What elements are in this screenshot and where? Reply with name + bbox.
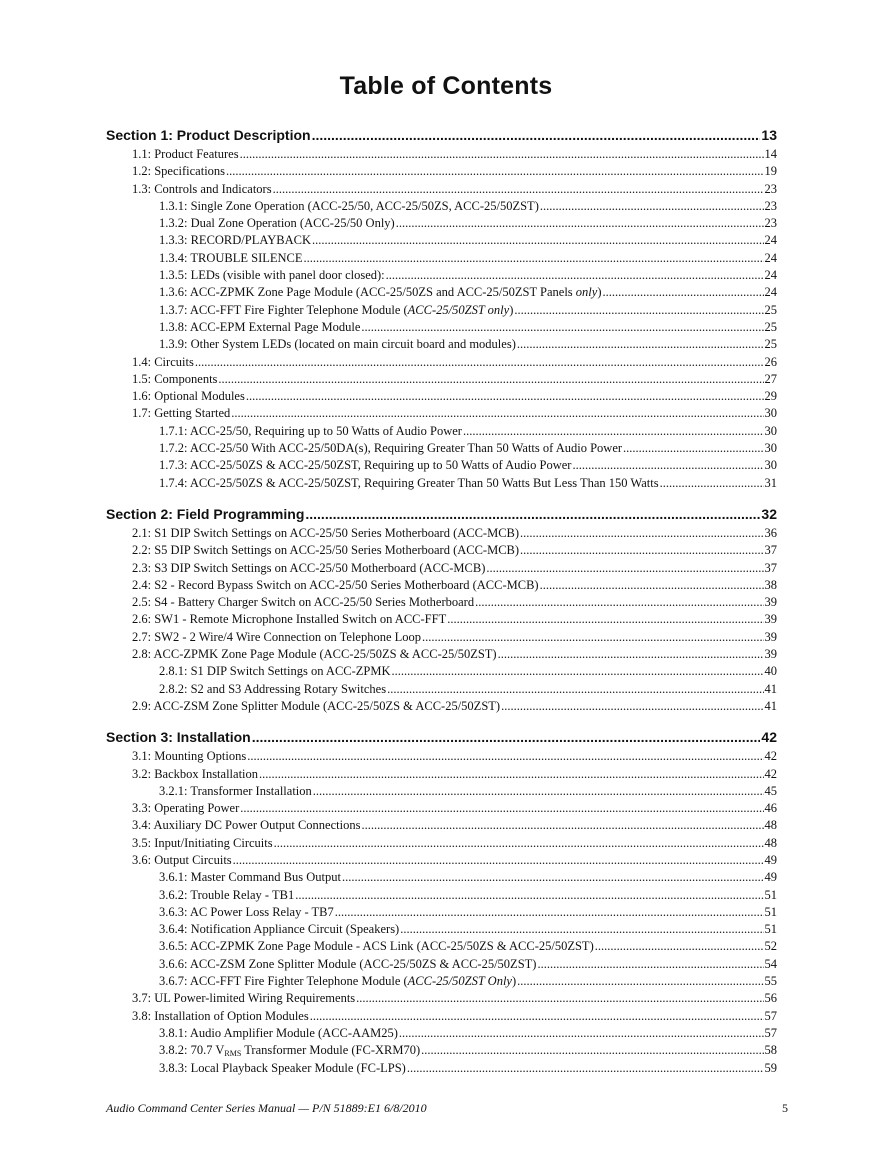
toc-dot-leader xyxy=(572,457,763,474)
toc-entry[interactable] xyxy=(0,611,892,628)
toc-entry[interactable] xyxy=(0,973,892,990)
toc-entry-title xyxy=(159,284,602,301)
toc-entry-title xyxy=(159,423,462,440)
toc-entry-page: 51 xyxy=(764,904,777,919)
toc-entry-label: 1.3.2: Dual Zone Operation (ACC-25/50 Only) xyxy=(159,216,395,231)
section-spacer xyxy=(0,715,892,726)
toc-entry-title xyxy=(159,475,659,492)
toc-entry-label: 1.3.9: Other System LEDs (located on main circuit board and modules) xyxy=(159,337,516,352)
toc-dot-leader xyxy=(305,503,760,524)
toc-dot-leader xyxy=(240,800,763,817)
toc-dot-leader xyxy=(537,956,763,973)
toc-entry-page: 38 xyxy=(764,577,777,592)
toc-dot-leader xyxy=(447,611,763,628)
toc-entry-title xyxy=(132,611,446,628)
toc-entry-label: 3.8.2: 70.7 V xyxy=(159,1043,225,1058)
toc-dot-leader xyxy=(486,560,763,577)
toc-entry-page: 40 xyxy=(764,664,777,679)
toc-entry-label: 3.6.5: ACC-ZPMK Zone Page Module - ACS Link (ACC-25/50ZS & ACC-25/50ZST) xyxy=(159,939,594,954)
footer-page-number: 5 xyxy=(782,1101,788,1115)
toc-dot-leader xyxy=(475,594,763,611)
toc-entry[interactable] xyxy=(0,250,892,267)
toc-entry-label: 1.7.3: ACC-25/50ZS & ACC-25/50ZST, Requiring up to 50 Watts of Audio Power xyxy=(159,458,572,473)
toc-entry-page: 39 xyxy=(764,629,777,644)
toc-entry-label: 1.7.1: ACC-25/50, Requiring up to 50 Watts of Audio Power xyxy=(159,423,462,438)
toc-entry-title xyxy=(132,181,272,198)
toc-entry[interactable] xyxy=(0,938,892,955)
toc-entry-title xyxy=(159,1025,398,1042)
toc-entry-title xyxy=(132,698,500,715)
toc-entry-title xyxy=(132,146,239,163)
toc-entry-title xyxy=(132,1008,309,1025)
toc-entry[interactable] xyxy=(0,525,892,542)
toc-entry[interactable] xyxy=(0,405,892,422)
toc-entry[interactable] xyxy=(0,766,892,783)
toc-entry[interactable] xyxy=(0,1060,892,1077)
toc-entry[interactable] xyxy=(0,198,892,215)
section-spacer xyxy=(0,492,892,503)
toc-dot-leader xyxy=(240,146,764,163)
toc-section-page: 42 xyxy=(761,729,777,746)
toc-entry-title xyxy=(159,198,539,215)
toc-dot-leader xyxy=(603,284,764,301)
toc-entry-page: 23 xyxy=(764,198,777,213)
toc-entry[interactable] xyxy=(0,1042,892,1059)
toc-entry-title xyxy=(159,956,536,973)
toc-entry-page: 37 xyxy=(764,560,777,575)
toc-entry-label: 3.8.1: Audio Amplifier Module (ACC-AAM25) xyxy=(159,1025,398,1040)
toc-dot-leader xyxy=(520,542,763,559)
toc-entry-label: 2.8.1: S1 DIP Switch Settings on ACC-ZPMK xyxy=(159,664,391,679)
toc-dot-leader xyxy=(386,267,764,284)
toc-entry-page: 45 xyxy=(764,783,777,798)
toc-entry-page: 49 xyxy=(764,852,777,867)
toc-entry-title xyxy=(132,163,225,180)
toc-entry[interactable] xyxy=(0,852,892,869)
toc-dot-leader xyxy=(660,475,764,492)
toc-entry-title xyxy=(132,388,245,405)
toc-entry-page: 25 xyxy=(764,337,777,352)
toc-entry[interactable] xyxy=(0,663,892,680)
toc-entry-page: 26 xyxy=(764,354,777,369)
toc-dot-leader xyxy=(399,1025,764,1042)
toc-entry[interactable] xyxy=(0,371,892,388)
toc-entry-title xyxy=(159,921,399,938)
toc-dot-leader xyxy=(517,973,763,990)
toc-dot-leader xyxy=(396,215,764,232)
toc-dot-leader xyxy=(312,232,764,249)
toc-dot-leader xyxy=(540,198,764,215)
toc-entry-title xyxy=(132,560,485,577)
footer-document-info: Audio Command Center Series Manual — P/N 51889:E1 6/8/2010 xyxy=(106,1101,427,1115)
toc-entry[interactable] xyxy=(0,1008,892,1025)
toc-entry-title xyxy=(132,990,355,1007)
toc-entry-title xyxy=(159,302,513,319)
toc-entry-page: 41 xyxy=(764,698,777,713)
toc-entry[interactable] xyxy=(0,457,892,474)
toc-entry[interactable] xyxy=(0,388,892,405)
toc-entry-label: 2.8.2: S2 and S3 Addressing Rotary Switches xyxy=(159,681,387,696)
toc-entry-title xyxy=(159,783,312,800)
toc-entry-title xyxy=(132,800,239,817)
toc-section-label: Section 3: Installation xyxy=(106,729,251,746)
toc-entry-page: 29 xyxy=(764,389,777,404)
toc-dot-leader xyxy=(335,904,764,921)
toc-dot-leader xyxy=(313,783,764,800)
toc-entry-title xyxy=(132,817,360,834)
toc-entry-page: 48 xyxy=(764,835,777,850)
toc-entry-page: 23 xyxy=(764,181,777,196)
toc-entry-label: 1.3.6: ACC-ZPMK Zone Page Module (ACC-25/50ZS and ACC-25/50ZST Panels xyxy=(159,285,576,300)
toc-dot-leader xyxy=(295,887,763,904)
toc-dot-leader xyxy=(514,302,763,319)
toc-entry-page: 48 xyxy=(764,818,777,833)
toc-entry-title xyxy=(132,594,474,611)
toc-entry-title xyxy=(159,319,360,336)
toc-entry[interactable] xyxy=(0,904,892,921)
toc-entry-label: 1.1: Product Features xyxy=(132,147,239,161)
toc-entry-label: 3.8: Installation of Option Modules xyxy=(132,1008,309,1023)
toc-entry-label: 2.2: S5 DIP Switch Settings on ACC-25/50 Series Motherboard (ACC-MCB) xyxy=(132,543,520,558)
toc-entry-label: 1.3.8: ACC-EPM External Page Module xyxy=(159,319,361,334)
toc-entry-title xyxy=(132,371,217,388)
toc-entry-italic: ACC-25/50ZST Only xyxy=(407,974,512,989)
toc-entry[interactable] xyxy=(0,887,892,904)
toc-entry-label: 3.6.7: ACC-FFT Fire Fighter Telephone Module ( xyxy=(159,974,408,989)
toc-entry[interactable] xyxy=(0,681,892,698)
toc-entry-label-end: ) xyxy=(509,302,514,317)
toc-entry-label: 2.7: SW2 - 2 Wire/4 Wire Connection on Telephone Loop xyxy=(132,629,422,644)
toc-entry-page: 24 xyxy=(764,268,777,283)
toc-entry[interactable] xyxy=(0,423,892,440)
toc-entry-label: 3.2.1: Transformer Installation xyxy=(159,783,312,798)
toc-entry-italic: ACC-25/50ZST only xyxy=(407,302,510,317)
toc-dot-leader xyxy=(463,423,764,440)
toc-entry-label: 3.4: Auxiliary DC Power Output Connections xyxy=(132,818,361,833)
toc-entry-page: 36 xyxy=(764,525,777,540)
toc-entry-label: 2.8: ACC-ZPMK Zone Page Module (ACC-25/50ZS & ACC-25/50ZST) xyxy=(132,647,497,662)
toc-entry-label: 1.3.4: TROUBLE SILENCE xyxy=(159,250,303,265)
toc-entry[interactable] xyxy=(0,440,892,457)
toc-dot-leader xyxy=(623,440,763,457)
toc-entry-label: 1.7.4: ACC-25/50ZS & ACC-25/50ZST, Requiring Greater Than 50 Watts But Less Than 150 Watts xyxy=(159,475,659,490)
toc-entry[interactable] xyxy=(0,594,892,611)
toc-entry-page: 14 xyxy=(764,147,777,161)
toc-entry[interactable] xyxy=(0,163,892,180)
toc-entry-title xyxy=(159,440,622,457)
toc-entry-page: 46 xyxy=(764,801,777,816)
toc-entry[interactable] xyxy=(0,284,892,301)
toc-dot-leader xyxy=(422,629,763,646)
toc-entry-page: 59 xyxy=(764,1060,777,1075)
toc-entry-page: 41 xyxy=(764,681,777,696)
toc-entry-page: 25 xyxy=(764,302,777,317)
toc-section-label: Section 1: Product Description xyxy=(106,127,311,143)
toc-entry-title xyxy=(159,663,391,680)
toc-entry-page: 51 xyxy=(764,887,777,902)
toc-entry-label: 2.1: S1 DIP Switch Settings on ACC-25/50 Series Motherboard (ACC-MCB) xyxy=(132,525,520,540)
toc-dot-leader xyxy=(421,1042,763,1059)
toc-entry-label: 3.6.2: Trouble Relay - TB1 xyxy=(159,887,295,902)
toc-entry-page: 27 xyxy=(764,371,777,386)
toc-dot-leader xyxy=(218,371,763,388)
toc-entry-page: 56 xyxy=(764,991,777,1006)
toc-entry-page: 31 xyxy=(764,475,777,490)
toc-dot-leader xyxy=(400,921,763,938)
toc-entry-label: 3.2: Backbox Installation xyxy=(132,766,259,781)
toc-entry[interactable] xyxy=(0,475,892,492)
toc-dot-leader xyxy=(304,250,764,267)
toc-entry[interactable] xyxy=(0,302,892,319)
toc-entry-label: 1.5: Components xyxy=(132,371,218,386)
toc-entry[interactable] xyxy=(0,869,892,886)
toc-entry-page: 55 xyxy=(764,974,777,989)
toc-entry[interactable] xyxy=(0,990,892,1007)
toc-entry-label: 2.4: S2 - Record Bypass Switch on ACC-25/50 Series Motherboard (ACC-MCB) xyxy=(132,577,539,592)
toc-entry-label: 1.3.3: RECORD/PLAYBACK xyxy=(159,233,311,248)
toc-entry-label-end: ) xyxy=(597,285,602,300)
toc-dot-leader xyxy=(273,181,764,198)
toc-entry-label: 3.7: UL Power-limited Wiring Requirements xyxy=(132,991,356,1006)
toc-entry-label: 3.6: Output Circuits xyxy=(132,852,232,867)
toc-entry-page: 39 xyxy=(764,595,777,610)
toc-entry-label: 3.6.1: Master Command Bus Output xyxy=(159,870,341,885)
toc-entry-label-end: ) xyxy=(511,974,517,989)
toc-dot-leader xyxy=(246,388,764,405)
toc-entry-title xyxy=(132,766,258,783)
toc-dot-leader xyxy=(252,726,761,747)
toc-dot-leader xyxy=(498,646,764,663)
toc-entry[interactable] xyxy=(0,577,892,594)
toc-entry[interactable] xyxy=(0,646,892,663)
toc-dot-leader xyxy=(226,163,763,180)
toc-entry-title xyxy=(159,336,516,353)
toc-entry[interactable] xyxy=(0,835,892,852)
toc-dot-leader xyxy=(595,938,764,955)
toc-entry-label: 3.1: Mounting Options xyxy=(132,749,247,764)
toc-entry[interactable] xyxy=(0,354,892,371)
toc-entry-title xyxy=(132,646,497,663)
toc-entry-title xyxy=(132,852,232,869)
toc-entry-title xyxy=(132,542,519,559)
toc-dot-leader xyxy=(231,405,763,422)
toc-entry-page: 30 xyxy=(764,423,777,438)
toc-entry-page: 19 xyxy=(764,164,777,179)
toc-entry-title xyxy=(132,748,246,765)
toc-entry-title xyxy=(159,904,334,921)
toc-entry-page: 24 xyxy=(764,250,777,265)
toc-entry[interactable] xyxy=(0,215,892,232)
toc-entry-title xyxy=(132,835,273,852)
toc-entry-page: 51 xyxy=(764,922,777,937)
toc-entry-title xyxy=(132,629,421,646)
toc-entry-label: 3.5: Input/Initiating Circuits xyxy=(132,835,273,850)
toc-dot-leader xyxy=(361,817,763,834)
toc-entry[interactable] xyxy=(0,336,892,353)
toc-entry-label-end: Transformer Module (FC-XRM70) xyxy=(241,1043,421,1058)
toc-dot-leader xyxy=(195,354,764,371)
toc-section-heading[interactable] xyxy=(0,503,892,525)
toc-entry[interactable] xyxy=(0,542,892,559)
toc-entry-page: 23 xyxy=(764,216,777,231)
toc-entry[interactable] xyxy=(0,698,892,715)
toc-entry-label: 3.6.3: AC Power Loss Relay - TB7 xyxy=(159,904,334,919)
toc-section-heading[interactable] xyxy=(0,726,892,748)
toc-dot-leader xyxy=(407,1060,764,1077)
page-footer xyxy=(106,1101,788,1116)
toc-entry-page: 37 xyxy=(764,543,777,558)
toc-dot-leader xyxy=(517,336,764,353)
toc-entry-page: 58 xyxy=(764,1043,777,1058)
toc-dot-leader xyxy=(361,319,763,336)
toc-entry-label: 2.9: ACC-ZSM Zone Splitter Module (ACC-25/50ZS & ACC-25/50ZST) xyxy=(132,698,501,713)
toc-entry-page: 30 xyxy=(764,406,777,421)
toc-entry[interactable] xyxy=(0,629,892,646)
toc-entry-title xyxy=(159,1060,406,1077)
toc-entry-page: 24 xyxy=(764,285,777,300)
toc-section-label: Section 2: Field Programming xyxy=(106,505,305,522)
toc-entry-page: 42 xyxy=(764,749,777,764)
toc-section-page: 13 xyxy=(761,127,777,143)
toc-entry-title xyxy=(159,887,294,904)
toc-entry[interactable] xyxy=(0,560,892,577)
toc-entry[interactable] xyxy=(0,232,892,249)
toc-entry-title xyxy=(159,973,516,990)
toc-dot-leader xyxy=(259,766,763,783)
toc-entry[interactable] xyxy=(0,800,892,817)
toc-entry-title xyxy=(132,525,519,542)
toc-entry-title xyxy=(132,577,539,594)
toc-entry-page: 57 xyxy=(764,1025,777,1040)
toc-entry-label: 3.3: Operating Power xyxy=(132,801,240,816)
toc-section-page: 32 xyxy=(761,505,777,522)
toc-entry[interactable] xyxy=(0,817,892,834)
toc-dot-leader xyxy=(342,869,764,886)
toc-entry-label: 1.3: Controls and Indicators xyxy=(132,181,272,196)
toc-entry-italic: only xyxy=(575,285,598,300)
toc-entry[interactable] xyxy=(0,181,892,198)
toc-entry-title xyxy=(159,457,571,474)
toc-dot-leader xyxy=(247,748,763,765)
toc-entry-page: 30 xyxy=(764,458,777,473)
toc-entry-title xyxy=(159,869,341,886)
toc-entry-label: 1.6: Optional Modules xyxy=(132,389,245,404)
toc-entry-label: 1.3.7: ACC-FFT Fire Fighter Telephone Module ( xyxy=(159,302,408,317)
toc-entry[interactable] xyxy=(0,267,892,284)
toc-entry-label: 3.6.4: Notification Appliance Circuit (Speakers) xyxy=(159,922,400,937)
toc-entry-label: 1.2: Specifications xyxy=(132,164,226,179)
toc-entry[interactable] xyxy=(0,783,892,800)
toc-entry-page: 24 xyxy=(764,233,777,248)
toc-entry-label: 1.7.2: ACC-25/50 With ACC-25/50DA(s), Requiring Greater Than 50 Watts of Audio Power xyxy=(159,441,623,456)
toc-entry-label: 2.3: S3 DIP Switch Settings on ACC-25/50 Motherboard (ACC-MCB) xyxy=(132,560,486,575)
toc-entry-label: 1.3.5: LEDs (visible with panel door closed): xyxy=(159,268,385,283)
toc-entry-title xyxy=(132,405,230,422)
toc-section-heading[interactable] xyxy=(0,124,892,146)
toc-entry-label: 1.4: Circuits xyxy=(132,354,194,369)
toc-entry-title xyxy=(159,938,594,955)
toc-entry-title xyxy=(132,354,194,371)
toc-entry-label: 2.5: S4 - Battery Charger Switch on ACC-25/50 Series Motherboard xyxy=(132,595,475,610)
table-of-contents xyxy=(0,124,892,1077)
toc-entry[interactable] xyxy=(0,319,892,336)
toc-entry-label: 3.8.3: Local Playback Speaker Module (FC-LPS) xyxy=(159,1060,406,1075)
toc-entry-label: 1.7: Getting Started xyxy=(132,406,231,421)
toc-dot-leader xyxy=(356,990,763,1007)
toc-entry-title xyxy=(159,215,395,232)
toc-entry-title xyxy=(159,681,386,698)
toc-entry-page: 49 xyxy=(764,870,777,885)
toc-dot-leader xyxy=(312,124,761,145)
toc-entry[interactable] xyxy=(0,748,892,765)
toc-entry-label: 3.6.6: ACC-ZSM Zone Splitter Module (ACC-25/50ZS & ACC-25/50ZST) xyxy=(159,956,537,971)
toc-entry-label: 2.6: SW1 - Remote Microphone Installed Switch on ACC-FFT xyxy=(132,612,447,627)
toc-entry-title xyxy=(159,267,385,284)
toc-entry-page: 30 xyxy=(764,441,777,456)
toc-dot-leader xyxy=(520,525,763,542)
toc-entry-subscript: RMS xyxy=(224,1049,242,1059)
toc-entry[interactable] xyxy=(0,1025,892,1042)
toc-entry-page: 57 xyxy=(764,1008,777,1023)
toc-entry-label: 1.3.1: Single Zone Operation (ACC-25/50, ACC-25/50ZS, ACC-25/50ZST) xyxy=(159,198,539,213)
toc-entry-page: 52 xyxy=(764,939,777,954)
toc-entry-page: 25 xyxy=(764,319,777,334)
page-title: Table of Contents xyxy=(339,72,553,100)
toc-dot-leader xyxy=(392,663,764,680)
toc-dot-leader xyxy=(233,852,764,869)
toc-entry-page: 42 xyxy=(764,766,777,781)
toc-entry-title xyxy=(159,232,311,249)
toc-dot-leader xyxy=(540,577,764,594)
toc-entry-page: 39 xyxy=(764,612,777,627)
toc-dot-leader xyxy=(310,1008,764,1025)
toc-dot-leader xyxy=(274,835,764,852)
toc-dot-leader xyxy=(387,681,763,698)
toc-entry-page: 39 xyxy=(764,647,777,662)
toc-entry-title xyxy=(159,250,303,267)
toc-entry-page: 54 xyxy=(764,956,777,971)
toc-entry[interactable] xyxy=(0,921,892,938)
toc-entry[interactable] xyxy=(0,146,892,163)
toc-entry[interactable] xyxy=(0,956,892,973)
toc-dot-leader xyxy=(501,698,763,715)
